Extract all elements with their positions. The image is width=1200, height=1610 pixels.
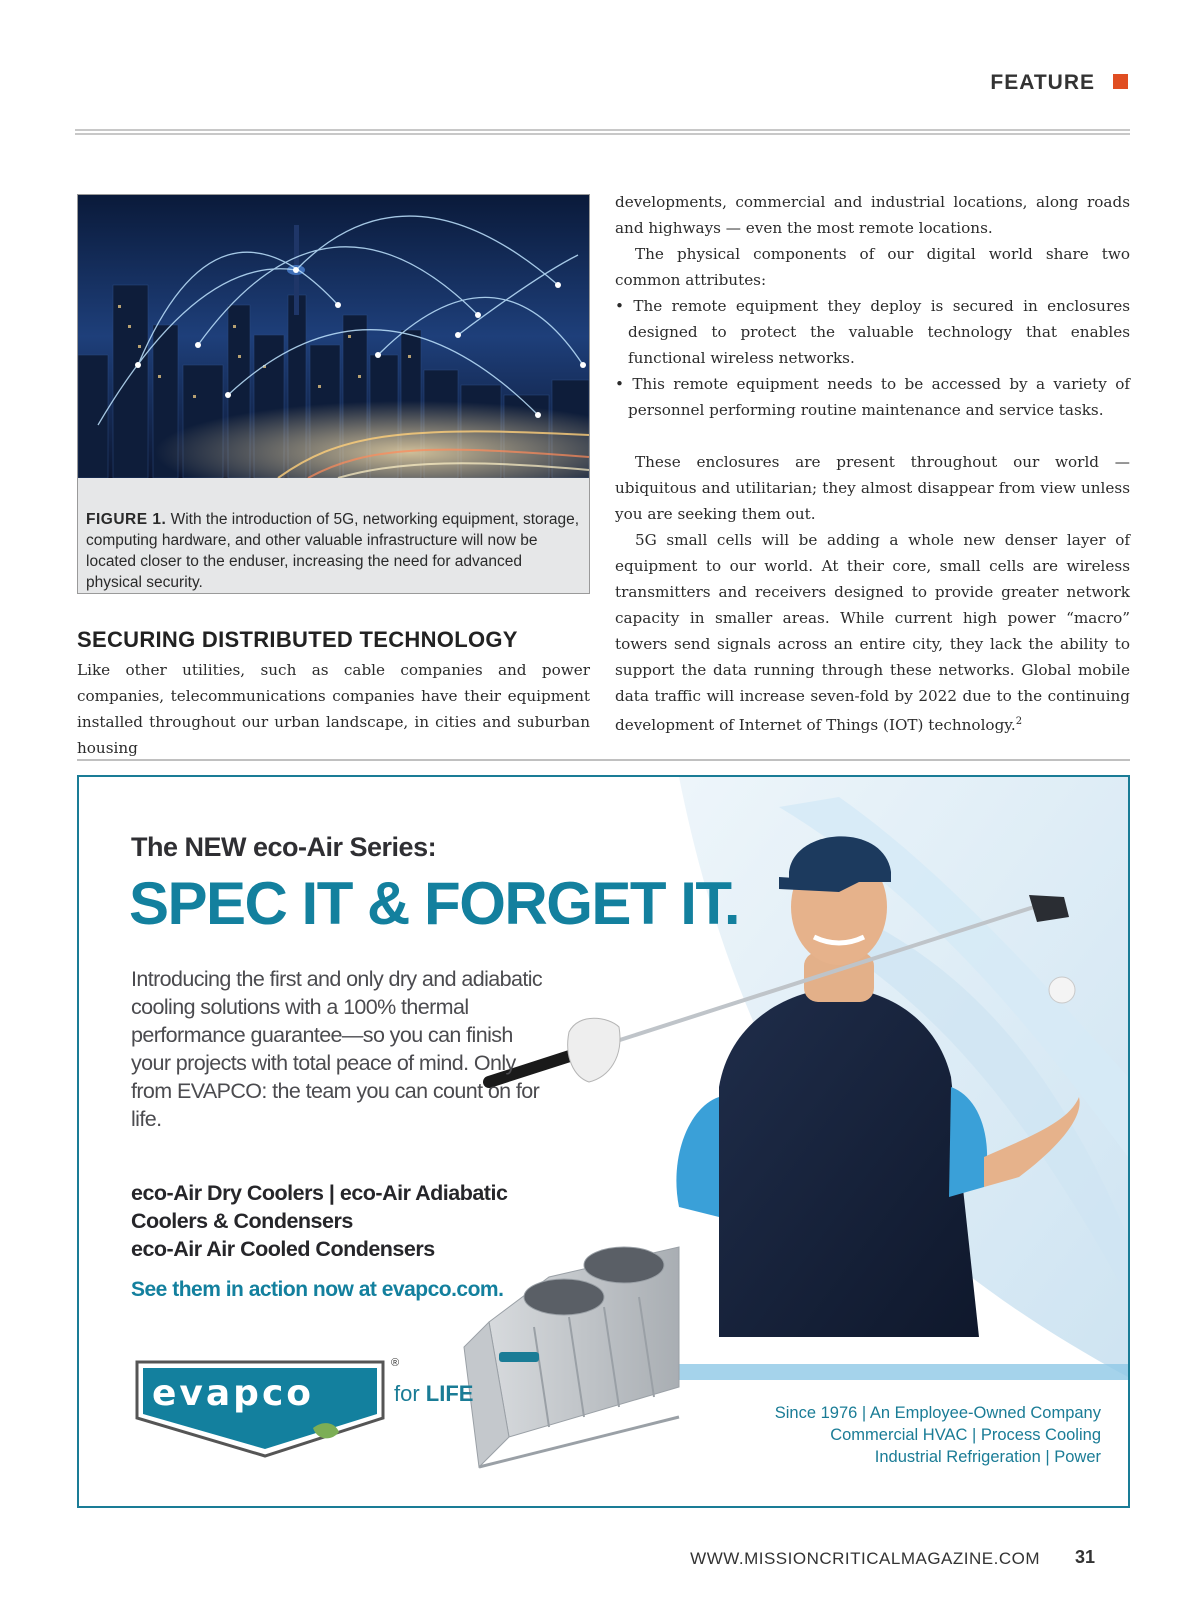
figure-caption [86,509,581,593]
product-line-1: eco-Air Dry Coolers | eco-Air Adiabatic [131,1181,508,1205]
right-column [615,189,1130,738]
right-paragraph-1: developments, commercial and industrial locations, along roads and highways — even the most remote locations. [615,193,1130,237]
right-paragraph-4 [615,527,1130,738]
ad-headline: SPEC IT & FORGET IT. [129,870,740,937]
city-network-image [78,195,589,478]
info-line-1: Since 1976 | An Employee-Owned Company [774,1404,1101,1422]
registered-mark: ® [391,1357,400,1369]
footer-url[interactable]: WWW.MISSIONCRITICALMAGAZINE.COM [690,1549,1040,1568]
header-rule [75,129,1130,135]
product-line-3: eco-Air Air Cooled Condensers [131,1237,435,1261]
evapco-advertisement[interactable] [77,775,1130,1508]
info-line-2: Commercial HVAC | Process Cooling [830,1426,1101,1444]
logo-tagline [394,1381,473,1407]
figure-caption-text: With the introduction of 5G, networking equipment, storage, computing hardware, and other valuable infrastructure will now be located closer to the enduser, increasing the need for advanced physical security. [86,511,579,591]
right-paragraph-3: These enclosures are present throughout our world — ubiquitous and utilitarian; they almost disappear from view unless you are seeking them out. [615,453,1130,523]
ad-kicker: The NEW eco-Air Series: [131,832,437,862]
section-label: FEATURE [990,71,1095,94]
left-column [77,657,590,761]
product-line-2: Coolers & Condensers [131,1209,353,1233]
ad-cta-link[interactable]: See them in action now at evapco.com. [131,1278,504,1301]
logo-wordmark: evapco [152,1373,315,1414]
bullet-item-2: • This remote equipment needs to be accessed by a variety of personnel performing routine maintenance and service tasks. [615,375,1130,419]
ad-body-copy: Introducing the first and only dry and adiabatic cooling solutions with a 100% thermal performance guarantee—so you can finish your projects with total peace of mind. Only from EVAPCO: the team you can count on for life. [131,967,543,1131]
footnote-ref: 2 [1015,716,1023,727]
tagline-life: LIFE [425,1381,474,1406]
right-paragraph-2: The physical components of our digital world share two common attributes: [615,245,1130,289]
page-number: 31 [1074,1547,1095,1567]
ad-company-info [775,1402,1101,1468]
info-line-3: Industrial Refrigeration | Power [874,1448,1101,1466]
right-paragraph-4-text: 5G small cells will be adding a whole new denser layer of equipment to our world. At their core, small cells are wireless transmitters and receivers designed to provide greater network capacity in smaller areas. While current high power “macro” towers send signals across an entire city, they lack the ability to support the data running through these networks. Global mobile data traffic will increase seven-fold by 2022 due to the continuing development of Internet of Things (IOT) technology. [615,531,1130,735]
ad-product-list [131,1179,571,1263]
figure-label: FIGURE 1. [86,511,167,528]
bullet-item-1: • The remote equipment they deploy is secured in enclosures designed to protect the valuable technology that enables functional wireless networks. [615,297,1130,367]
section-heading: SECURING DISTRIBUTED TECHNOLOGY [77,627,518,652]
left-paragraph: Like other utilities, such as cable companies and power companies, telecommunications companies have their equipment installed throughout our urban landscape, in cities and suburban housing [77,661,590,757]
section-marker [1113,74,1128,89]
content-divider [77,759,1130,761]
tagline-for: for [394,1381,426,1406]
